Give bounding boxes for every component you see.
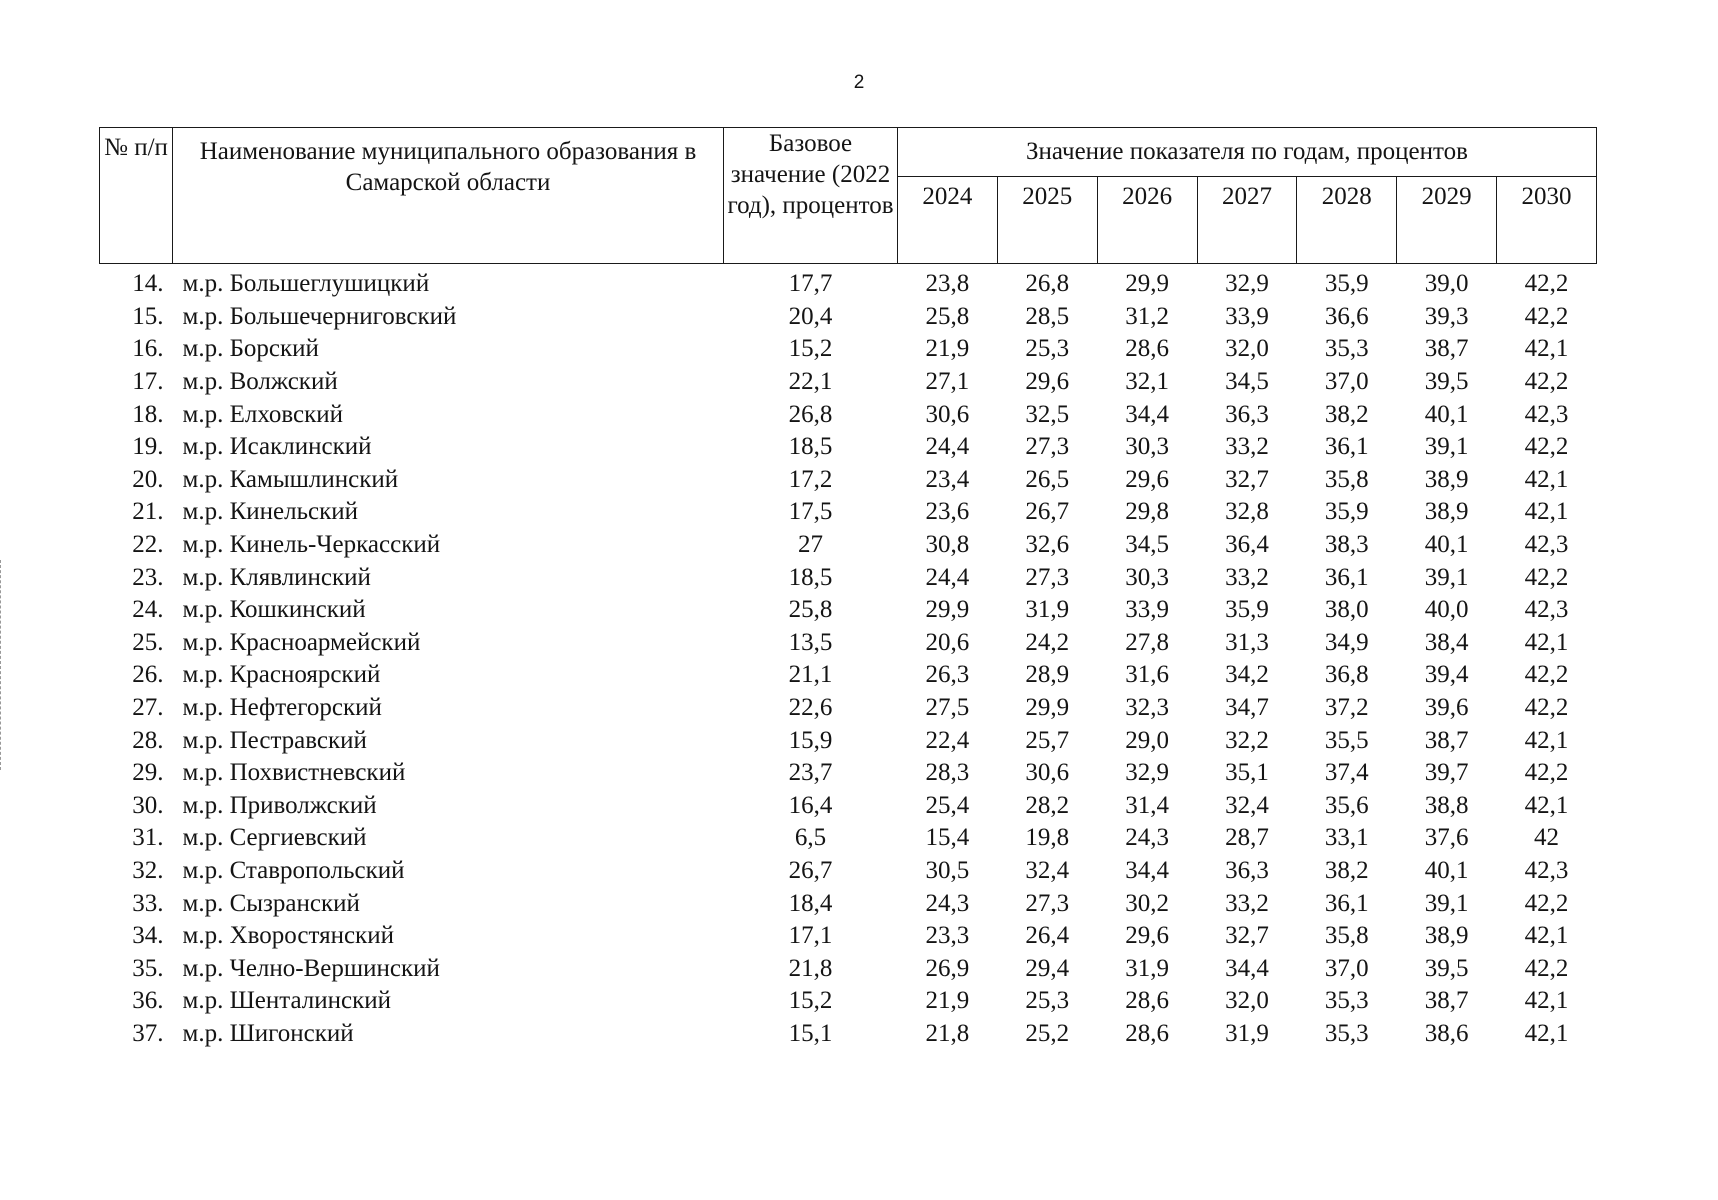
year-value-2024: 30,8: [925, 531, 970, 559]
year-value-2024: 23,6: [925, 498, 970, 526]
year-value-2029: 39,4: [1424, 661, 1469, 689]
base-value: 17,1: [788, 922, 833, 950]
municipality-name: м.р. Волжский: [182, 368, 338, 396]
year-value-2026: 32,3: [1125, 694, 1169, 722]
row-number: 24.: [132, 596, 164, 624]
row-number: 20.: [132, 465, 164, 493]
base-value: 25,8: [788, 596, 833, 624]
header-base-value: Базовое значение (2022 год), процентов: [724, 128, 898, 264]
municipality-name: м.р. Приволжский: [182, 791, 377, 819]
municipality-name: м.р. Сызранский: [182, 889, 360, 917]
table-row: [100, 659, 1597, 692]
year-value-2024: 27,5: [925, 694, 970, 722]
year-value-2025: 27,3: [1025, 433, 1070, 461]
year-value-2030: 42,2: [1524, 694, 1569, 722]
row-number: 31.: [132, 824, 164, 852]
year-value-2024: 24,4: [925, 433, 970, 461]
year-value-2030: 42,2: [1524, 954, 1569, 982]
year-value-2027: 32,0: [1225, 987, 1269, 1015]
municipality-name: м.р. Борский: [182, 335, 319, 363]
header-year-2027: 2027: [1197, 177, 1297, 264]
base-value: 17,2: [788, 465, 833, 493]
year-value-2025: 24,2: [1025, 628, 1070, 656]
year-value-2026: 33,9: [1125, 596, 1169, 624]
year-value-2030: 42,1: [1524, 628, 1569, 656]
year-value-2025: 25,2: [1025, 1019, 1070, 1047]
year-value-2027: 34,2: [1225, 661, 1269, 689]
year-value-2028: 35,5: [1324, 726, 1369, 754]
year-value-2024: 26,9: [925, 954, 970, 982]
municipality-name: м.р. Камышлинский: [182, 465, 399, 493]
year-value-2027: 32,4: [1225, 791, 1269, 819]
year-value-2028: 36,8: [1324, 661, 1369, 689]
year-value-2028: 35,3: [1324, 1019, 1369, 1047]
year-value-2028: 35,9: [1324, 498, 1369, 526]
header-year-2029: 2029: [1397, 177, 1497, 264]
row-number: 34.: [132, 922, 164, 950]
row-number: 22.: [132, 531, 164, 559]
year-value-2024: 27,1: [925, 368, 970, 396]
table-row: [100, 757, 1597, 790]
header-year-2028: 2028: [1297, 177, 1397, 264]
year-value-2025: 25,7: [1025, 726, 1070, 754]
year-value-2026: 30,3: [1125, 563, 1169, 591]
year-value-2027: 32,0: [1225, 335, 1269, 363]
year-value-2028: 36,1: [1324, 889, 1369, 917]
municipality-name: м.р. Красноярский: [182, 661, 381, 689]
year-value-2027: 32,7: [1225, 922, 1269, 950]
year-value-2027: 34,7: [1225, 694, 1269, 722]
year-value-2025: 29,9: [1025, 694, 1070, 722]
year-value-2029: 39,1: [1424, 889, 1469, 917]
year-value-2027: 35,9: [1225, 596, 1269, 624]
base-value: 22,1: [788, 368, 833, 396]
year-value-2026: 30,2: [1125, 889, 1169, 917]
year-value-2026: 31,4: [1125, 791, 1169, 819]
year-value-2030: 42,2: [1524, 270, 1569, 298]
year-value-2028: 37,0: [1324, 368, 1369, 396]
year-value-2027: 34,4: [1225, 954, 1269, 982]
base-value: 22,6: [788, 694, 833, 722]
year-value-2025: 32,6: [1025, 531, 1070, 559]
year-value-2024: 23,3: [925, 922, 970, 950]
year-value-2025: 26,4: [1025, 922, 1070, 950]
year-value-2026: 30,3: [1125, 433, 1169, 461]
year-value-2029: 38,9: [1424, 498, 1469, 526]
municipality-name: м.р. Похвистневский: [182, 759, 406, 787]
header-municipality: Наименование муниципального образования в Самарской области: [173, 128, 724, 264]
page-number: 2: [853, 72, 865, 93]
year-value-2028: 33,1: [1324, 824, 1369, 852]
base-value: 27: [798, 531, 823, 559]
year-value-2026: 31,9: [1125, 954, 1169, 982]
year-value-2030: 42,2: [1524, 661, 1569, 689]
year-value-2024: 30,6: [925, 400, 970, 428]
indicator-table: [99, 127, 1597, 1050]
year-value-2025: 26,7: [1025, 498, 1070, 526]
year-value-2028: 36,1: [1324, 433, 1369, 461]
year-value-2028: 38,0: [1324, 596, 1369, 624]
base-value: 21,8: [788, 954, 833, 982]
year-value-2029: 40,1: [1424, 400, 1469, 428]
row-number: 25.: [132, 628, 164, 656]
year-value-2029: 38,6: [1424, 1019, 1469, 1047]
year-value-2027: 31,9: [1225, 1019, 1269, 1047]
year-value-2029: 39,6: [1424, 694, 1469, 722]
year-value-2029: 39,5: [1424, 368, 1469, 396]
year-value-2026: 24,3: [1125, 824, 1169, 852]
year-value-2030: 42,1: [1524, 1019, 1569, 1047]
table-row: [100, 366, 1597, 399]
year-value-2027: 31,3: [1225, 628, 1269, 656]
base-value: 15,2: [788, 335, 833, 363]
year-value-2028: 35,8: [1324, 465, 1369, 493]
table-row: [100, 822, 1597, 855]
year-value-2029: 37,6: [1424, 824, 1469, 852]
base-value: 18,5: [788, 563, 833, 591]
year-value-2026: 28,6: [1125, 335, 1169, 363]
year-value-2030: 42,1: [1524, 791, 1569, 819]
year-value-2024: 21,9: [925, 987, 970, 1015]
year-value-2028: 37,4: [1324, 759, 1369, 787]
year-value-2024: 26,3: [925, 661, 970, 689]
year-value-2029: 39,1: [1424, 563, 1469, 591]
header-year-2025: 2025: [997, 177, 1097, 264]
year-value-2026: 28,6: [1125, 1019, 1169, 1047]
row-number: 30.: [132, 791, 164, 819]
year-value-2028: 35,3: [1324, 987, 1369, 1015]
row-number: 26.: [132, 661, 164, 689]
row-number: 15.: [132, 302, 164, 330]
table-row: [100, 952, 1597, 985]
table-row: [100, 333, 1597, 366]
year-value-2024: 24,3: [925, 889, 970, 917]
table-row: [100, 464, 1597, 497]
table-row: [100, 594, 1597, 627]
year-value-2025: 27,3: [1025, 889, 1070, 917]
year-value-2029: 38,7: [1424, 726, 1469, 754]
year-value-2027: 32,2: [1225, 726, 1269, 754]
base-value: 15,2: [788, 987, 833, 1015]
base-value: 26,7: [788, 856, 833, 884]
year-value-2027: 33,2: [1225, 433, 1269, 461]
year-value-2028: 35,8: [1324, 922, 1369, 950]
table-row: [100, 627, 1597, 660]
year-value-2030: 42,1: [1524, 498, 1569, 526]
year-value-2024: 30,5: [925, 856, 970, 884]
year-value-2030: 42,1: [1524, 726, 1569, 754]
year-value-2030: 42,3: [1524, 856, 1569, 884]
base-value: 16,4: [788, 791, 833, 819]
year-value-2024: 21,8: [925, 1019, 970, 1047]
year-value-2028: 35,3: [1324, 335, 1369, 363]
year-value-2026: 32,1: [1125, 368, 1169, 396]
table-row: [100, 1018, 1597, 1051]
scan-edge-mark: [0, 560, 3, 770]
base-value: 23,7: [788, 759, 833, 787]
base-value: 13,5: [788, 628, 833, 656]
row-number: 36.: [132, 987, 164, 1015]
year-value-2029: 38,9: [1424, 922, 1469, 950]
year-value-2027: 34,5: [1225, 368, 1269, 396]
year-value-2029: 40,1: [1424, 531, 1469, 559]
row-number: 16.: [132, 335, 164, 363]
table-row: [100, 920, 1597, 953]
row-number: 23.: [132, 563, 164, 591]
municipality-name: м.р. Кошкинский: [182, 596, 366, 624]
base-value: 21,1: [788, 661, 833, 689]
municipality-name: м.р. Кинель-Черкасский: [182, 531, 441, 559]
year-value-2028: 36,6: [1324, 302, 1369, 330]
indicator-table-container: [99, 127, 1596, 1050]
year-value-2025: 29,6: [1025, 368, 1070, 396]
year-value-2025: 31,9: [1025, 596, 1070, 624]
year-value-2029: 38,7: [1424, 335, 1469, 363]
row-number: 35.: [132, 954, 164, 982]
base-value: 18,5: [788, 433, 833, 461]
year-value-2028: 38,3: [1324, 531, 1369, 559]
year-value-2029: 39,1: [1424, 433, 1469, 461]
year-value-2029: 38,9: [1424, 465, 1469, 493]
year-value-2028: 35,6: [1324, 791, 1369, 819]
year-value-2029: 38,7: [1424, 987, 1469, 1015]
year-value-2027: 33,2: [1225, 889, 1269, 917]
year-value-2030: 42,1: [1524, 922, 1569, 950]
year-value-2024: 22,4: [925, 726, 970, 754]
year-value-2025: 29,4: [1025, 954, 1070, 982]
year-value-2027: 35,1: [1225, 759, 1269, 787]
year-value-2027: 33,2: [1225, 563, 1269, 591]
table-row: [100, 431, 1597, 464]
year-value-2026: 34,4: [1125, 856, 1169, 884]
row-number: 19.: [132, 433, 164, 461]
municipality-name: м.р. Челно-Вершинский: [182, 954, 440, 982]
year-value-2025: 30,6: [1025, 759, 1070, 787]
municipality-name: м.р. Кинельский: [182, 498, 358, 526]
year-value-2025: 28,2: [1025, 791, 1070, 819]
year-value-2026: 34,4: [1125, 400, 1169, 428]
year-value-2030: 42,2: [1524, 368, 1569, 396]
municipality-name: м.р. Сергиевский: [182, 824, 367, 852]
year-value-2030: 42,1: [1524, 465, 1569, 493]
header-number: № п/п: [100, 128, 173, 264]
year-value-2030: 42,2: [1524, 889, 1569, 917]
year-value-2030: 42,2: [1524, 759, 1569, 787]
year-value-2025: 27,3: [1025, 563, 1070, 591]
year-value-2025: 28,9: [1025, 661, 1070, 689]
row-number: 32.: [132, 856, 164, 884]
year-value-2025: 32,4: [1025, 856, 1070, 884]
year-value-2030: 42,2: [1524, 563, 1569, 591]
municipality-name: м.р. Шенталинский: [182, 987, 392, 1015]
municipality-name: м.р. Большеглушицкий: [182, 270, 430, 298]
base-value: 17,5: [788, 498, 833, 526]
table-row: [100, 398, 1597, 431]
table-row: [100, 692, 1597, 725]
table-row: [100, 496, 1597, 529]
year-value-2028: 37,0: [1324, 954, 1369, 982]
base-value: 20,4: [788, 302, 833, 330]
year-value-2028: 38,2: [1324, 856, 1369, 884]
year-value-2026: 29,6: [1125, 465, 1169, 493]
year-value-2028: 37,2: [1324, 694, 1369, 722]
year-value-2026: 28,6: [1125, 987, 1169, 1015]
year-value-2028: 35,9: [1324, 270, 1369, 298]
year-value-2029: 38,8: [1424, 791, 1469, 819]
year-value-2025: 28,5: [1025, 302, 1070, 330]
table-row: [100, 855, 1597, 888]
year-value-2025: 19,8: [1025, 824, 1070, 852]
year-value-2029: 39,5: [1424, 954, 1469, 982]
municipality-name: м.р. Клявлинский: [182, 563, 371, 591]
table-row: [100, 724, 1597, 757]
header-values-by-year: Значение показателя по годам, процентов: [898, 128, 1597, 177]
year-value-2024: 23,4: [925, 465, 970, 493]
year-value-2026: 32,9: [1125, 759, 1169, 787]
municipality-name: м.р. Ставропольский: [182, 856, 405, 884]
header-year-2026: 2026: [1097, 177, 1197, 264]
year-value-2030: 42,2: [1524, 302, 1569, 330]
year-value-2027: 32,8: [1225, 498, 1269, 526]
row-number: 37.: [132, 1019, 164, 1047]
year-value-2024: 20,6: [925, 628, 970, 656]
table-row: [100, 887, 1597, 920]
year-value-2024: 29,9: [925, 596, 970, 624]
year-value-2027: 32,7: [1225, 465, 1269, 493]
year-value-2024: 24,4: [925, 563, 970, 591]
year-value-2024: 25,8: [925, 302, 970, 330]
year-value-2025: 26,8: [1025, 270, 1070, 298]
year-value-2029: 40,0: [1424, 596, 1469, 624]
table-body: [100, 264, 1597, 1051]
year-value-2029: 39,0: [1424, 270, 1469, 298]
base-value: 6,5: [794, 824, 827, 852]
municipality-name: м.р. Большечерниговский: [182, 302, 457, 330]
year-value-2027: 32,9: [1225, 270, 1269, 298]
year-value-2029: 40,1: [1424, 856, 1469, 884]
row-number: 33.: [132, 889, 164, 917]
year-value-2030: 42,1: [1524, 335, 1569, 363]
base-value: 15,1: [788, 1019, 833, 1047]
base-value: 26,8: [788, 400, 833, 428]
year-value-2030: 42,2: [1524, 433, 1569, 461]
year-value-2027: 33,9: [1225, 302, 1269, 330]
year-value-2027: 36,3: [1225, 400, 1269, 428]
row-number: 17.: [132, 368, 164, 396]
table-row: [100, 301, 1597, 334]
year-value-2026: 27,8: [1125, 628, 1169, 656]
year-value-2026: 34,5: [1125, 531, 1169, 559]
year-value-2029: 38,4: [1424, 628, 1469, 656]
year-value-2029: 39,7: [1424, 759, 1469, 787]
year-value-2025: 32,5: [1025, 400, 1070, 428]
year-value-2026: 31,2: [1125, 302, 1169, 330]
year-value-2030: 42,3: [1524, 596, 1569, 624]
year-value-2026: 29,8: [1125, 498, 1169, 526]
year-value-2026: 29,0: [1125, 726, 1169, 754]
table-row: [100, 790, 1597, 823]
year-value-2025: 25,3: [1025, 987, 1070, 1015]
row-number: 27.: [132, 694, 164, 722]
municipality-name: м.р. Нефтегорский: [182, 694, 382, 722]
row-number: 18.: [132, 400, 164, 428]
year-value-2028: 38,2: [1324, 400, 1369, 428]
year-value-2028: 36,1: [1324, 563, 1369, 591]
year-value-2030: 42: [1533, 824, 1559, 852]
header-year-2024: 2024: [898, 177, 998, 264]
municipality-name: м.р. Шигонский: [182, 1019, 354, 1047]
year-value-2027: 36,4: [1225, 531, 1269, 559]
year-value-2029: 39,3: [1424, 302, 1469, 330]
year-value-2026: 31,6: [1125, 661, 1169, 689]
year-value-2026: 29,6: [1125, 922, 1169, 950]
table-row: [100, 985, 1597, 1018]
year-value-2024: 23,8: [925, 270, 970, 298]
table-header: [100, 128, 1597, 264]
table-row: [100, 264, 1597, 301]
year-value-2024: 21,9: [925, 335, 970, 363]
year-value-2027: 28,7: [1225, 824, 1269, 852]
base-value: 15,9: [788, 726, 833, 754]
row-number: 28.: [132, 726, 164, 754]
year-value-2027: 36,3: [1225, 856, 1269, 884]
header-year-2030: 2030: [1497, 177, 1597, 264]
base-value: 17,7: [788, 270, 833, 298]
year-value-2028: 34,9: [1324, 628, 1369, 656]
base-value: 18,4: [788, 889, 833, 917]
year-value-2030: 42,3: [1524, 400, 1569, 428]
year-value-2024: 25,4: [925, 791, 970, 819]
year-value-2025: 26,5: [1025, 465, 1070, 493]
year-value-2026: 29,9: [1125, 270, 1169, 298]
row-number: 21.: [132, 498, 164, 526]
municipality-name: м.р. Пестравский: [182, 726, 367, 754]
row-number: 14.: [132, 270, 164, 298]
municipality-name: м.р. Красноармейский: [182, 628, 421, 656]
row-number: 29.: [132, 759, 164, 787]
table-row: [100, 529, 1597, 562]
municipality-name: м.р. Исаклинский: [182, 433, 372, 461]
year-value-2030: 42,1: [1524, 987, 1569, 1015]
year-value-2024: 28,3: [925, 759, 970, 787]
year-value-2030: 42,3: [1524, 531, 1569, 559]
municipality-name: м.р. Елховский: [182, 400, 344, 428]
municipality-name: м.р. Хворостянский: [182, 922, 394, 950]
year-value-2024: 15,4: [925, 824, 970, 852]
year-value-2025: 25,3: [1025, 335, 1070, 363]
table-row: [100, 561, 1597, 594]
